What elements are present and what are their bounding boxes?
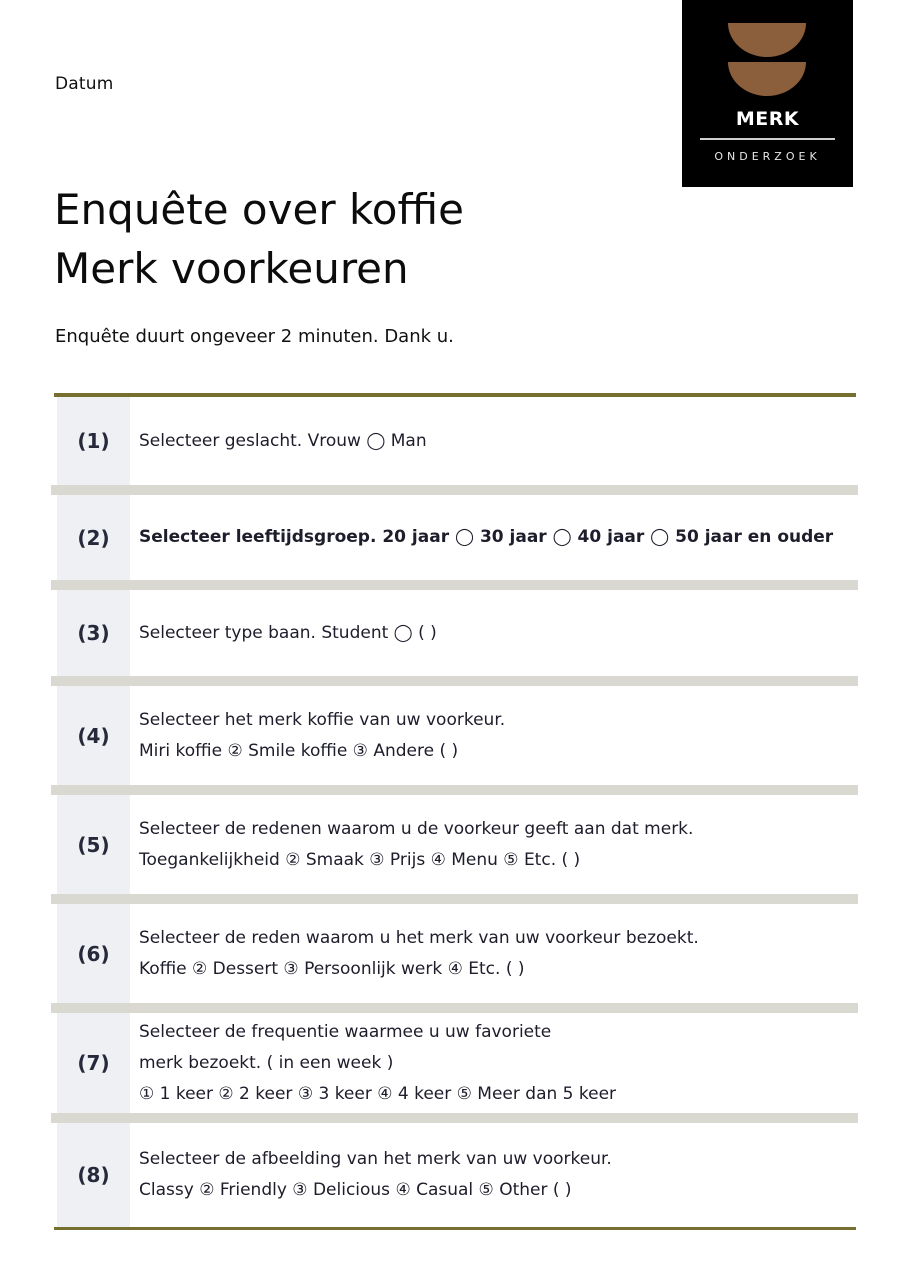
- question-number: (5): [57, 795, 130, 894]
- bowl-icon: [728, 62, 806, 96]
- row-separator: [51, 1113, 858, 1123]
- question-number: (8): [57, 1123, 130, 1227]
- question-line: Selecteer de frequentie waarmee u uw favoriete: [139, 1021, 552, 1042]
- question-row: [57, 590, 857, 676]
- bowl-icon: [728, 23, 806, 57]
- question-text[interactable]: [130, 1013, 857, 1113]
- question-options: Classy ② Friendly ③ Delicious ④ Casual ⑤ Other ( ): [139, 1180, 572, 1200]
- question-text[interactable]: [130, 495, 857, 580]
- question-text[interactable]: [130, 904, 857, 1003]
- row-separator: [51, 785, 858, 795]
- question-row: [57, 397, 857, 485]
- question-row: [57, 495, 857, 580]
- title-line-1: Enquête over koffie: [54, 185, 464, 234]
- question-number: (1): [57, 397, 130, 485]
- question-row: [57, 1123, 857, 1227]
- question-number: (6): [57, 904, 130, 1003]
- question-options: ① 1 keer ② 2 keer ③ 3 keer ④ 4 keer ⑤ Meer dan 5 keer: [139, 1083, 617, 1104]
- row-separator: [51, 485, 858, 495]
- question-text[interactable]: [130, 590, 857, 676]
- question-options: Koffie ② Dessert ③ Persoonlijk werk ④ Etc. ( ): [139, 958, 525, 979]
- question-number: (7): [57, 1013, 130, 1113]
- question-line: Selecteer type baan. Student ◯ ( ): [139, 622, 437, 643]
- question-text[interactable]: [130, 686, 857, 785]
- page-title: [54, 180, 464, 298]
- question-text[interactable]: [130, 795, 857, 894]
- question-line: Selecteer leeftijdsgroep. 20 jaar ◯ 30 jaar ◯ 40 jaar ◯ 50 jaar en ouder: [139, 527, 834, 547]
- question-text[interactable]: [130, 1123, 857, 1227]
- brand-logo: [682, 0, 853, 187]
- date-label: Datum: [55, 74, 114, 94]
- row-separator: [51, 676, 858, 686]
- question-number: (2): [57, 495, 130, 580]
- question-line: Selecteer geslacht. Vrouw ◯ Man: [139, 430, 427, 451]
- row-separator: [51, 894, 858, 904]
- question-number: (3): [57, 590, 130, 676]
- question-row: [57, 686, 857, 785]
- question-line: Selecteer de afbeelding van het merk van uw voorkeur.: [139, 1149, 612, 1169]
- title-line-2: Merk voorkeuren: [54, 244, 409, 293]
- question-row: [57, 904, 857, 1003]
- row-separator: [51, 1003, 858, 1013]
- question-line: Selecteer de redenen waarom u de voorkeur geeft aan dat merk.: [139, 818, 694, 839]
- question-number: (4): [57, 686, 130, 785]
- row-separator: [51, 580, 858, 590]
- question-options: Miri koffie ② Smile koffie ③ Andere ( ): [139, 740, 459, 761]
- question-line: merk bezoekt. ( in een week ): [139, 1052, 394, 1073]
- question-row: [57, 1013, 857, 1113]
- logo-brand-text: MERK: [735, 108, 800, 130]
- logo-subtitle: ONDERZOEK: [714, 150, 821, 163]
- logo-divider: [700, 138, 835, 140]
- question-line: Selecteer de reden waarom u het merk van uw voorkeur bezoekt.: [139, 927, 699, 948]
- question-options: Toegankelijkheid ② Smaak ③ Prijs ④ Menu ⑤ Etc. ( ): [139, 849, 581, 870]
- question-row: [57, 795, 857, 894]
- bottom-divider: [54, 1227, 856, 1230]
- intro-text: Enquête duurt ongeveer 2 minuten. Dank u.: [55, 326, 454, 347]
- question-line: Selecteer het merk koffie van uw voorkeur.: [139, 709, 506, 730]
- question-text[interactable]: [130, 397, 857, 485]
